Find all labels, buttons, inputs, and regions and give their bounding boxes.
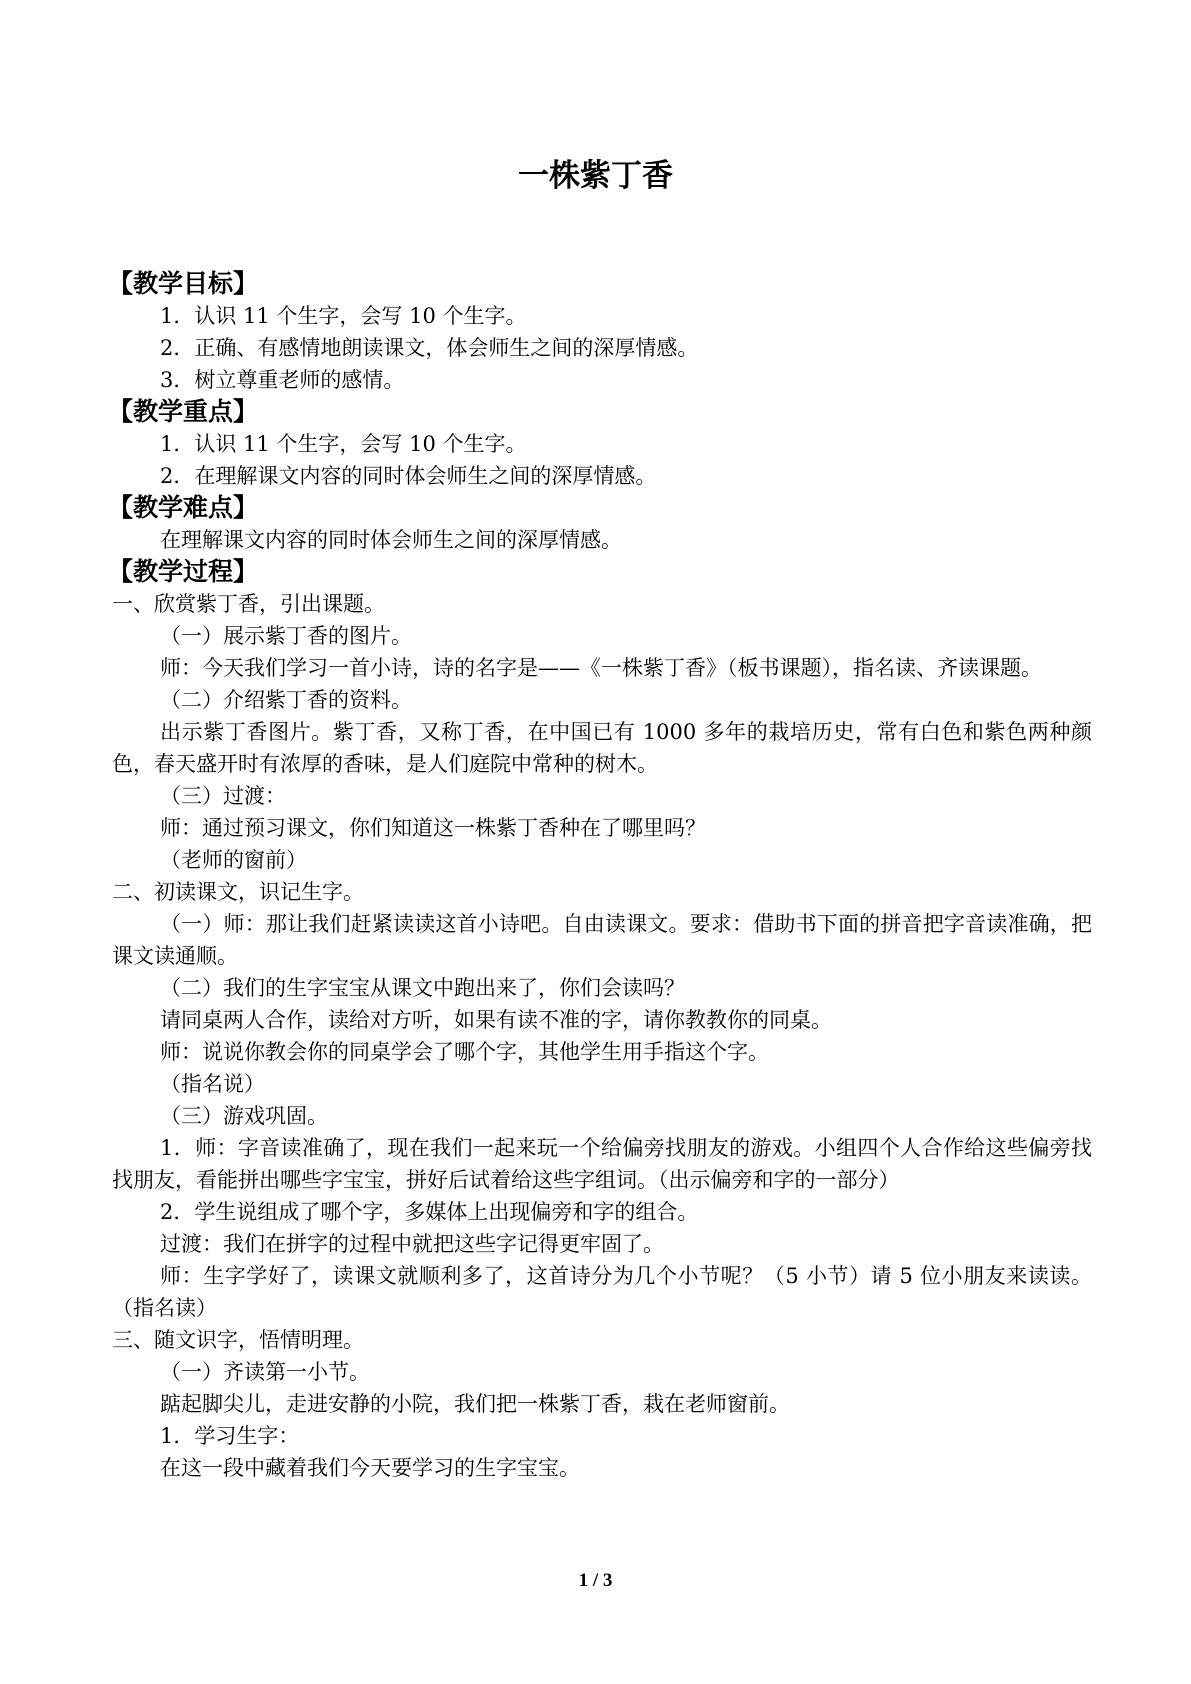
paragraph: 师：生字学好了，读课文就顺利多了，这首诗分为几个小节呢？（5 小节）请 5 位小朋友来读读。（指名读） <box>112 1264 1092 1320</box>
paragraph: 1．认识 11 个生字，会写 10 个生字。 <box>160 432 527 456</box>
paragraph: 3．树立尊重老师的感情。 <box>160 368 405 392</box>
paragraph: 2．正确、有感情地朗读课文，体会师生之间的深厚情感。 <box>160 336 699 360</box>
document-title: 一株紫丁香 <box>518 158 673 194</box>
paragraph: 2．学生说组成了哪个字，多媒体上出现偏旁和字的组合。 <box>160 1200 699 1224</box>
process-step-heading: 二、初读课文，识记生字。 <box>112 880 364 904</box>
paragraph: 踮起脚尖儿，走进安静的小院，我们把一株紫丁香，栽在老师窗前。 <box>160 1392 790 1416</box>
paragraph: （三）过渡： <box>160 784 286 808</box>
paragraph: （一）师：那让我们赶紧读读这首小诗吧。自由读课文。要求：借助书下面的拼音把字音读准确，把课文读通顺。 <box>112 912 1092 968</box>
paragraph: （一）齐读第一小节。 <box>160 1360 370 1384</box>
paragraph: 1．师：字音读准确了，现在我们一起来玩一个给偏旁找朋友的游戏。小组四个人合作给这些偏旁找找朋友，看能拼出哪些字宝宝，拼好后试着给这些字组词。（出示偏旁和字的一部分） <box>112 1136 1092 1192</box>
paragraph: （一）展示紫丁香的图片。 <box>160 624 412 648</box>
document-body <box>108 268 1092 1484</box>
paragraph: （二）我们的生字宝宝从课文中跑出来了，你们会读吗？ <box>160 976 685 1000</box>
paragraph: 在理解课文内容的同时体会师生之间的深厚情感。 <box>160 528 622 552</box>
process-step-heading: 一、欣赏紫丁香，引出课题。 <box>112 592 385 616</box>
paragraph: 1．学习生字： <box>160 1424 300 1448</box>
paragraph: 1．认识 11 个生字，会写 10 个生字。 <box>160 304 527 328</box>
paragraph: 师：今天我们学习一首小诗，诗的名字是——《一株紫丁香》（板书课题），指名读、齐读课题。 <box>160 656 1042 680</box>
section-heading-objectives: 【教学目标】 <box>108 269 259 298</box>
paragraph: （指名说） <box>160 1072 265 1096</box>
process-step-heading: 三、随文识字，悟情明理。 <box>112 1328 364 1352</box>
paragraph: 过渡：我们在拼字的过程中就把这些字记得更牢固了。 <box>160 1232 664 1256</box>
paragraph: 师：说说你教会你的同桌学会了哪个字，其他学生用手指这个字。 <box>160 1040 769 1064</box>
paragraph: 师：通过预习课文，你们知道这一株紫丁香种在了哪里吗？ <box>160 816 706 840</box>
section-heading-key-points: 【教学重点】 <box>108 397 259 426</box>
section-heading-process: 【教学过程】 <box>108 557 259 586</box>
paragraph: 出示紫丁香图片。紫丁香，又称丁香，在中国已有 1000 多年的栽培历史，常有白色和紫色两种颜色，春天盛开时有浓厚的香味，是人们庭院中常种的树木。 <box>112 720 1092 776</box>
section-heading-difficulties: 【教学难点】 <box>108 493 259 522</box>
paragraph: （老师的窗前） <box>160 848 307 872</box>
page-number: 1 / 3 <box>578 1570 613 1591</box>
paragraph: 2．在理解课文内容的同时体会师生之间的深厚情感。 <box>160 464 657 488</box>
paragraph: （三）游戏巩固。 <box>160 1104 328 1128</box>
paragraph: 请同桌两人合作，读给对方听，如果有读不准的字，请你教教你的同桌。 <box>160 1008 832 1032</box>
paragraph: 在这一段中藏着我们今天要学习的生字宝宝。 <box>160 1456 580 1480</box>
paragraph: （二）介绍紫丁香的资料。 <box>160 688 412 712</box>
